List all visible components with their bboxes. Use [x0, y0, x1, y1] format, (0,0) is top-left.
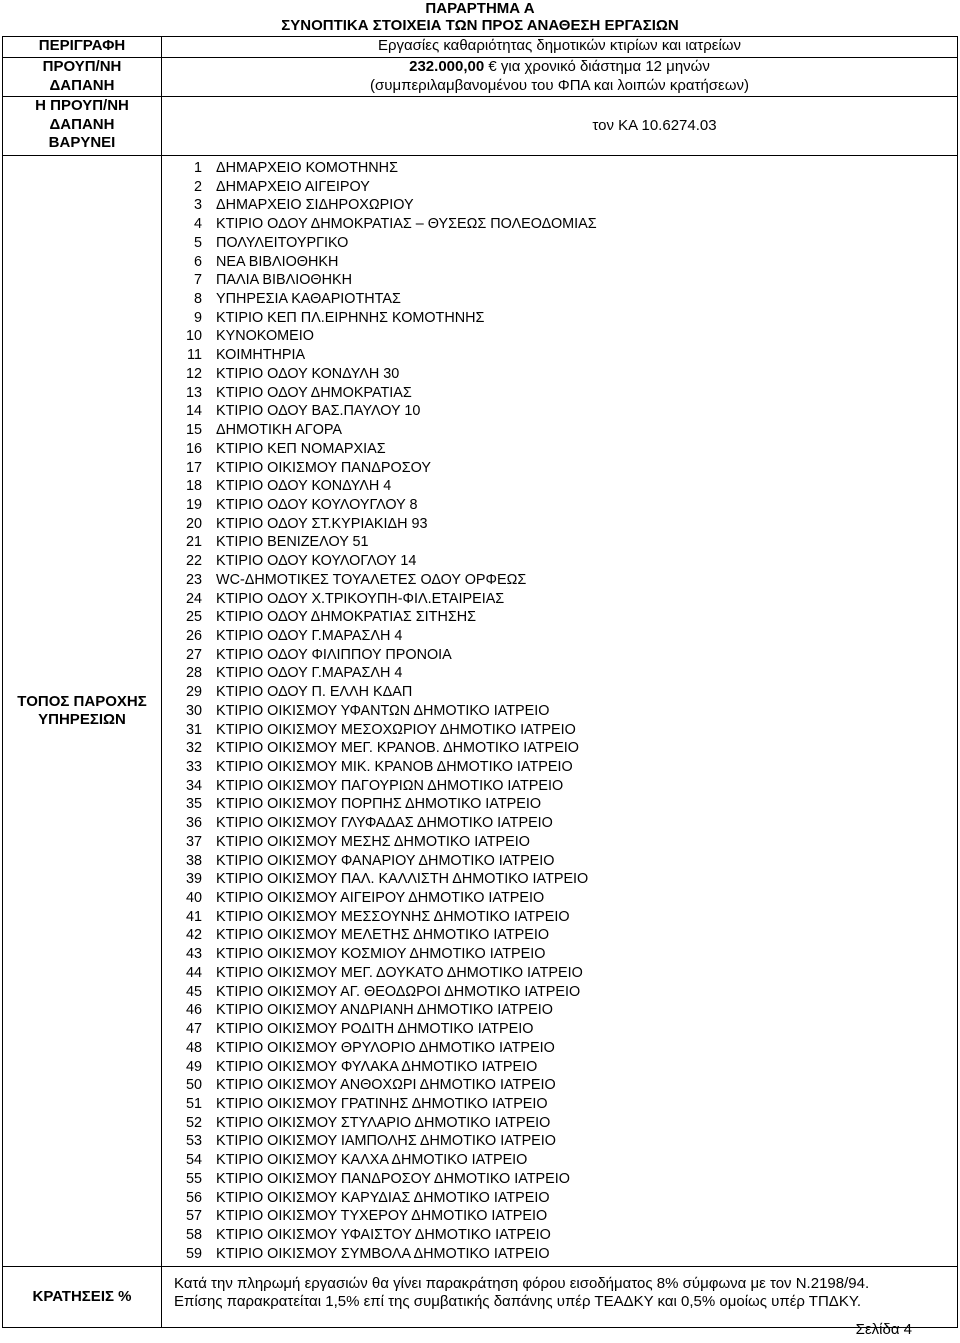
place-value [162, 156, 958, 1267]
list-item [162, 702, 957, 721]
list-item-text: ΚΤΙΡΙΟ ΟΙΚΙΣΜΟΥ ΜΕΛΕΤΗΣ ΔΗΜΟΤΙΚΟ ΙΑΤΡΕΙΟ [216, 927, 550, 944]
list-item-number: 14 [185, 403, 202, 420]
list-item-number: 29 [185, 684, 202, 701]
place-label-line1: ΤΟΠΟΣ ΠΑΡΟΧΗΣ [17, 692, 147, 710]
list-item [162, 1207, 957, 1226]
list-item [162, 290, 957, 309]
document-subtitle: ΣΥΝΟΠΤΙΚΑ ΣΤΟΙΧΕΙΑ ΤΩΝ ΠΡΟΣ ΑΝΑΘΕΣΗ ΕΡΓΑΣΙΩΝ [281, 17, 679, 34]
budget-label [3, 58, 162, 97]
list-item [162, 683, 957, 702]
list-item-text: ΚΤΙΡΙΟ ΟΙΚΙΣΜΟΥ ΓΡΑΤΙΝΗΣ ΔΗΜΟΤΙΚΟ ΙΑΤΡΕΙΟ [216, 1095, 548, 1112]
list-item-text: ΚΤΙΡΙΟ ΟΔΟΥ ΚΟΝΔΥΛΗ 4 [216, 478, 392, 495]
list-item [162, 327, 957, 346]
list-item-number: 46 [185, 1002, 202, 1019]
list-item-number: 55 [185, 1170, 202, 1187]
list-item-number: 59 [185, 1245, 202, 1262]
list-item-number: 9 [193, 309, 202, 326]
budget-label-line2: ΔΑΠΑΝΗ [49, 76, 115, 94]
list-item-text: ΚΤΙΡΙΟ ΟΙΚΙΣΜΟΥ ΠΑΓΟΥΡΙΩΝ ΔΗΜΟΤΙΚΟ ΙΑΤΡΕΙΟ [216, 777, 564, 794]
summary-table [2, 36, 958, 1328]
list-item-number: 4 [193, 216, 202, 233]
list-item-text: ΚΤΙΡΙΟ ΟΔΟΥ ΦΙΛΙΠΠΟΥ ΠΡΟΝΟΙΑ [216, 646, 452, 663]
list-item-number: 30 [185, 702, 202, 719]
list-item [162, 1151, 957, 1170]
list-item [162, 945, 957, 964]
list-item-text: ΔΗΜΟΤΙΚΗ ΑΓΟΡΑ [216, 422, 343, 439]
list-item-text: ΚΤΙΡΙΟ ΟΙΚΙΣΜΟΥ ΠΑΝΔΡΟΣΟΥ [216, 459, 431, 476]
budget-duration: € για χρονικό διάστημα 12 μηνών [484, 58, 710, 75]
list-item-number: 8 [193, 291, 202, 308]
list-item-number: 41 [185, 908, 202, 925]
list-item-number: 16 [185, 440, 202, 457]
list-item [162, 421, 957, 440]
list-item [162, 1095, 957, 1114]
list-item-text: ΚΤΙΡΙΟ ΟΙΚΙΣΜΟΥ ΘΡΥΛΟΡΙΟ ΔΗΜΟΤΙΚΟ ΙΑΤΡΕΙΟ [216, 1039, 555, 1056]
list-item [162, 515, 957, 534]
place-row [3, 156, 958, 1267]
list-item [162, 608, 957, 627]
document-title: ΠΑΡΑΡΤΗΜΑ Α [425, 0, 535, 17]
list-item-number: 37 [185, 833, 202, 850]
list-item-number: 20 [185, 515, 202, 532]
list-item-text: ΚΤΙΡΙΟ ΟΙΚΙΣΜΟΥ ΦΥΛΑΚΑ ΔΗΜΟΤΙΚΟ ΙΑΤΡΕΙΟ [216, 1058, 538, 1075]
list-item [162, 795, 957, 814]
list-item [162, 309, 957, 328]
list-item [162, 496, 957, 515]
list-item-text: ΚΤΙΡΙΟ ΟΙΚΙΣΜΟΥ ΣΤΥΛΑΡΙΟ ΔΗΜΟΤΙΚΟ ΙΑΤΡΕΙΟ [216, 1114, 551, 1131]
place-label [3, 156, 162, 1267]
list-item-number: 50 [185, 1077, 202, 1094]
list-item-text: ΚΤΙΡΙΟ ΟΙΚΙΣΜΟΥ ΑΓ. ΘΕΟΔΩΡΟΙ ΔΗΜΟΤΙΚΟ ΙΑΤΡΕΙΟ [216, 983, 581, 1000]
list-item-number: 11 [187, 347, 202, 364]
list-item [162, 1039, 957, 1058]
list-item-text: WC-ΔΗΜΟΤΙΚΕΣ ΤΟΥΑΛΕΤΕΣ ΟΔΟΥ ΟΡΦΕΩΣ [216, 571, 527, 588]
list-item [162, 590, 957, 609]
list-item-text: ΚΤΙΡΙΟ ΟΙΚΙΣΜΟΥ ΚΑΛΧΑ ΔΗΜΟΤΙΚΟ ΙΑΤΡΕΙΟ [216, 1152, 528, 1169]
list-item-number: 34 [185, 777, 202, 794]
list-item [162, 627, 957, 646]
burden-label-line1: Η ΠΡΟΥΠ/ΝΗ [35, 97, 129, 114]
list-item [162, 215, 957, 234]
list-item-text: ΚΤΙΡΙΟ ΟΙΚΙΣΜΟΥ ΠΑΛ. ΚΑΛΛΙΣΤΗ ΔΗΜΟΤΙΚΟ ΙΑΤΡΕΙΟ [216, 871, 589, 888]
list-item [162, 384, 957, 403]
list-item-number: 43 [185, 946, 202, 963]
places-list [162, 156, 957, 1263]
list-item [162, 777, 957, 796]
list-item-number: 7 [193, 272, 202, 289]
list-item-text: ΚΤΙΡΙΟ ΟΙΚΙΣΜΟΥ ΜΕΣΗΣ ΔΗΜΟΤΙΚΟ ΙΑΤΡΕΙΟ [216, 833, 530, 850]
list-item-number: 19 [185, 496, 202, 513]
list-item [162, 440, 957, 459]
retentions-label: ΚΡΑΤΗΣΕΙΣ % [3, 1267, 162, 1328]
list-item-text: ΠΑΛΙΑ ΒΙΒΛΙΟΘΗΚΗ [216, 272, 352, 289]
list-item-number: 2 [193, 178, 202, 195]
list-item-text: ΚΤΙΡΙΟ ΟΔΟΥ ΔΗΜΟΚΡΑΤΙΑΣ – ΘΥΣΕΩΣ ΠΟΛΕΟΔΟΜΙΑΣ [216, 216, 597, 233]
list-item [162, 196, 957, 215]
list-item [162, 365, 957, 384]
list-item [162, 1132, 957, 1151]
list-item-text: ΚΤΙΡΙΟ ΟΙΚΙΣΜΟΥ ΜΕΓ. ΔΟΥΚΑΤΟ ΔΗΜΟΤΙΚΟ ΙΑΤΡΕΙΟ [216, 964, 583, 981]
list-item-number: 10 [185, 328, 202, 345]
description-value: Εργασίες καθαριότητας δημοτικών κτιρίων και ιατρείων [162, 37, 958, 58]
list-item [162, 1020, 957, 1039]
list-item [162, 721, 957, 740]
retentions-value [162, 1267, 958, 1328]
list-item [162, 1245, 957, 1264]
list-item-number: 47 [185, 1021, 202, 1038]
list-item-number: 39 [185, 871, 202, 888]
list-item-text: ΚΤΙΡΙΟ ΟΙΚΙΣΜΟΥ ΑΝΘΟΧΩΡΙ ΔΗΜΟΤΙΚΟ ΙΑΤΡΕΙΟ [216, 1077, 556, 1094]
list-item [162, 889, 957, 908]
budget-row [3, 58, 958, 97]
budget-value [162, 58, 958, 97]
list-item-number: 35 [185, 796, 202, 813]
list-item-number: 52 [185, 1114, 202, 1131]
list-item-text: ΚΤΙΡΙΟ ΟΙΚΙΣΜΟΥ ΜΕΣΟΧΩΡΙΟΥ ΔΗΜΟΤΙΚΟ ΙΑΤΡΕΙΟ [216, 721, 576, 738]
list-item-number: 27 [185, 646, 202, 663]
list-item-text: ΚΤΙΡΙΟ ΟΔΟΥ ΣΤ.ΚΥΡΙΑΚΙΔΗ 93 [216, 515, 428, 532]
list-item-text: ΚΤΙΡΙΟ ΟΔΟΥ ΚΟΥΛΟΥΓΛΟΥ 8 [216, 496, 418, 513]
list-item [162, 271, 957, 290]
list-item-text: ΚΤΙΡΙΟ ΟΙΚΙΣΜΟΥ ΤΥΧΕΡΟΥ ΔΗΜΟΤΙΚΟ ΙΑΤΡΕΙΟ [216, 1208, 548, 1225]
list-item [162, 253, 957, 272]
list-item-number: 25 [185, 609, 202, 626]
list-item [162, 852, 957, 871]
list-item-text: ΚΤΙΡΙΟ ΟΙΚΙΣΜΟΥ ΥΦΑΙΣΤΟΥ ΔΗΜΟΤΙΚΟ ΙΑΤΡΕΙΟ [216, 1226, 551, 1243]
list-item [162, 477, 957, 496]
list-item-number: 18 [185, 478, 202, 495]
list-item [162, 926, 957, 945]
list-item [162, 1076, 957, 1095]
list-item-text: ΚΟΙΜΗΤΗΡΙΑ [216, 347, 306, 364]
list-item [162, 983, 957, 1002]
list-item-number: 36 [185, 815, 202, 832]
list-item-text: ΚΤΙΡΙΟ ΟΙΚΙΣΜΟΥ ΡΟΔΙΤΗ ΔΗΜΟΤΙΚΟ ΙΑΤΡΕΙΟ [216, 1021, 534, 1038]
budget-amount: 232.000,00 [409, 58, 485, 75]
list-item-text: ΚΤΙΡΙΟ ΚΕΠ ΝΟΜΑΡΧΙΑΣ [216, 440, 386, 457]
list-item [162, 1189, 957, 1208]
list-item-number: 3 [193, 197, 202, 214]
list-item-number: 54 [185, 1152, 202, 1169]
list-item-text: ΠΟΛΥΛΕΙΤΟΥΡΓΙΚΟ [216, 234, 349, 251]
retentions-row [3, 1267, 958, 1328]
retentions-line2: Επίσης παρακρατείται 1,5% επί της συμβατικής δαπάνης υπέρ ΤΕΑΔΚΥ και 0,5% ομοίως υπέρ ΤΠΔΚΥ. [174, 1293, 862, 1310]
list-item [162, 159, 957, 178]
list-item-text: ΚΤΙΡΙΟ ΟΙΚΙΣΜΟΥ ΜΕΣΣΟΥΝΗΣ ΔΗΜΟΤΙΚΟ ΙΑΤΡΕΙΟ [216, 908, 570, 925]
list-item [162, 1114, 957, 1133]
list-item [162, 178, 957, 197]
list-item-text: ΚΤΙΡΙΟ ΟΙΚΙΣΜΟΥ ΑΙΓΕΙΡΟΥ ΔΗΜΟΤΙΚΟ ΙΑΤΡΕΙΟ [216, 890, 545, 907]
description-label: ΠΕΡΙΓΡΑΦΗ [3, 37, 162, 58]
list-item-number: 17 [185, 459, 202, 476]
list-item-number: 49 [185, 1058, 202, 1075]
list-item-text: ΝΕΑ ΒΙΒΛΙΟΘΗΚΗ [216, 253, 339, 270]
list-item-text: ΚΤΙΡΙΟ ΟΙΚΙΣΜΟΥ ΣΥΜΒΟΛΑ ΔΗΜΟΤΙΚΟ ΙΑΤΡΕΙΟ [216, 1245, 550, 1262]
list-item [162, 739, 957, 758]
list-item-text: ΔΗΜΑΡΧΕΙΟ ΑΙΓΕΙΡΟΥ [216, 178, 370, 195]
list-item-number: 24 [185, 590, 202, 607]
list-item [162, 402, 957, 421]
list-item-number: 57 [185, 1208, 202, 1225]
burden-label-line2: ΔΑΠΑΝΗ [49, 115, 115, 133]
list-item-number: 31 [185, 721, 202, 738]
list-item-text: ΚΤΙΡΙΟ ΟΙΚΙΣΜΟΥ ΙΑΜΠΟΛΗΣ ΔΗΜΟΤΙΚΟ ΙΑΤΡΕΙΟ [216, 1133, 556, 1150]
list-item-number: 5 [193, 234, 202, 251]
list-item [162, 964, 957, 983]
list-item-text: ΥΠΗΡΕΣΙΑ ΚΑΘΑΡΙΟΤΗΤΑΣ [216, 291, 401, 308]
description-row [3, 37, 958, 58]
list-item-text: ΚΤΙΡΙΟ ΟΔΟΥ Γ.ΜΑΡΑΣΛΗ 4 [216, 627, 403, 644]
list-item-text: ΚΤΙΡΙΟ ΟΔΟΥ ΔΗΜΟΚΡΑΤΙΑΣ [216, 384, 412, 401]
budget-label-line1: ΠΡΟΥΠ/ΝΗ [42, 58, 122, 75]
list-item-number: 56 [185, 1189, 202, 1206]
list-item-number: 32 [185, 740, 202, 757]
list-item [162, 571, 957, 590]
list-item-text: ΚΤΙΡΙΟ ΟΔΟΥ Π. ΕΛΛΗ ΚΔΑΠ [216, 684, 413, 701]
list-item-number: 23 [185, 571, 202, 588]
retentions-line1: Κατά την πληρωμή εργασιών θα γίνει παρακράτηση φόρου εισοδήματος 8% σύμφωνα με τον Ν.2198/94. [174, 1275, 870, 1292]
list-item [162, 1001, 957, 1020]
list-item-text: ΚΤΙΡΙΟ ΟΔΟΥ Χ.ΤΡΙΚΟΥΠΗ-ΦΙΛ.ΕΤΑΙΡΕΙΑΣ [216, 590, 505, 607]
list-item [162, 459, 957, 478]
list-item-number: 13 [185, 384, 202, 401]
list-item-number: 21 [185, 534, 202, 551]
list-item-text: ΚΤΙΡΙΟ ΟΙΚΙΣΜΟΥ ΜΙΚ. ΚΡΑΝΟΒ ΔΗΜΟΤΙΚΟ ΙΑΤΡΕΙΟ [216, 759, 573, 775]
place-label-line2: ΥΠΗΡΕΣΙΩΝ [38, 711, 126, 728]
list-item-text: ΔΗΜΑΡΧΕΙΟ ΣΙΔΗΡΟΧΩΡΙΟΥ [216, 197, 414, 214]
list-item-number: 42 [185, 927, 202, 944]
list-item-number: 26 [185, 627, 202, 644]
list-item-number: 6 [193, 253, 202, 270]
burden-label-line3: ΒΑΡΥΝΕΙ [48, 134, 116, 151]
list-item-text: ΚΤΙΡΙΟ ΒΕΝΙΖΕΛΟΥ 51 [216, 534, 369, 551]
list-item-text: ΚΤΙΡΙΟ ΟΙΚΙΣΜΟΥ ΥΦΑΝΤΩΝ ΔΗΜΟΤΙΚΟ ΙΑΤΡΕΙΟ [216, 702, 550, 719]
list-item [162, 234, 957, 253]
list-item-text: ΚΤΙΡΙΟ ΟΙΚΙΣΜΟΥ ΦΑΝΑΡΙΟΥ ΔΗΜΟΤΙΚΟ ΙΑΤΡΕΙΟ [216, 852, 555, 869]
list-item [162, 1226, 957, 1245]
list-item-text: ΚΤΙΡΙΟ ΟΙΚΙΣΜΟΥ ΚΟΣΜΙΟΥ ΔΗΜΟΤΙΚΟ ΙΑΤΡΕΙΟ [216, 946, 546, 963]
list-item [162, 833, 957, 852]
list-item-text: ΚΤΙΡΙΟ ΟΔΟΥ ΚΟΝΔΥΛΗ 30 [216, 365, 400, 382]
list-item-text: ΚΤΙΡΙΟ ΚΕΠ ΠΛ.ΕΙΡΗΝΗΣ ΚΟΜΟΤΗΝΗΣ [216, 309, 485, 326]
list-item-text: ΚΤΙΡΙΟ ΟΙΚΙΣΜΟΥ ΜΕΓ. ΚΡΑΝΟΒ. ΔΗΜΟΤΙΚΟ ΙΑΤΡΕΙΟ [216, 740, 579, 757]
budget-value-line2: (συμπεριλαμβανομένου του ΦΠΑ και λοιπών κρατήσεων) [370, 76, 749, 94]
list-item-text: ΚΤΙΡΙΟ ΟΙΚΙΣΜΟΥ ΑΝΔΡΙΑΝΗ ΔΗΜΟΤΙΚΟ ΙΑΤΡΕΙΟ [216, 1002, 553, 1019]
budget-code: τον ΚΑ 10.6274.03 [592, 117, 717, 134]
list-item [162, 646, 957, 665]
list-item-number: 38 [185, 852, 202, 869]
list-item-number: 40 [185, 890, 202, 907]
list-item-text: ΚΤΙΡΙΟ ΟΔΟΥ ΔΗΜΟΚΡΑΤΙΑΣ ΣΙΤΗΣΗΣ [216, 609, 477, 626]
burden-value [162, 97, 958, 156]
list-item-text: ΔΗΜΑΡΧΕΙΟ ΚΟΜΟΤΗΝΗΣ [216, 160, 398, 176]
list-item-number: 48 [185, 1039, 202, 1056]
list-item-text: ΚΤΙΡΙΟ ΟΙΚΙΣΜΟΥ ΠΟΡΠΗΣ ΔΗΜΟΤΙΚΟ ΙΑΤΡΕΙΟ [216, 796, 542, 813]
list-item-number: 33 [185, 759, 202, 775]
list-item-number: 44 [185, 964, 202, 981]
list-item [162, 346, 957, 365]
page-number: Σελίδα 4 [855, 1321, 912, 1338]
list-item-number: 51 [185, 1095, 202, 1112]
budget-value-line1 [162, 58, 957, 77]
list-item-number: 1 [193, 160, 202, 176]
list-item-number: 15 [185, 422, 202, 439]
list-item [162, 1058, 957, 1077]
list-item [162, 1170, 957, 1189]
list-item [162, 552, 957, 571]
list-item [162, 533, 957, 552]
list-item-text: ΚΤΙΡΙΟ ΟΙΚΙΣΜΟΥ ΓΛΥΦΑΔΑΣ ΔΗΜΟΤΙΚΟ ΙΑΤΡΕΙΟ [216, 815, 553, 832]
list-item [162, 870, 957, 889]
list-item-number: 12 [185, 365, 202, 382]
list-item [162, 908, 957, 927]
list-item-number: 22 [185, 553, 202, 570]
burden-row [3, 97, 958, 156]
list-item [162, 814, 957, 833]
list-item [162, 664, 957, 683]
list-item-text: ΚΤΙΡΙΟ ΟΙΚΙΣΜΟΥ ΚΑΡΥΔΙΑΣ ΔΗΜΟΤΙΚΟ ΙΑΤΡΕΙΟ [216, 1189, 550, 1206]
burden-label [3, 97, 162, 156]
list-item-number: 45 [185, 983, 202, 1000]
list-item-number: 28 [185, 665, 202, 682]
list-item-text: ΚΤΙΡΙΟ ΟΔΟΥ Γ.ΜΑΡΑΣΛΗ 4 [216, 665, 403, 682]
list-item-text: ΚΤΙΡΙΟ ΟΔΟΥ ΚΟΥΛΟΓΛΟΥ 14 [216, 553, 417, 570]
list-item-text: ΚΤΙΡΙΟ ΟΔΟΥ ΒΑΣ.ΠΑΥΛΟΥ 10 [216, 403, 421, 420]
list-item-number: 58 [185, 1226, 202, 1243]
list-item-number: 53 [185, 1133, 202, 1150]
list-item [162, 758, 957, 777]
list-item-text: ΚΥΝΟΚΟΜΕΙΟ [216, 328, 314, 345]
list-item-text: ΚΤΙΡΙΟ ΟΙΚΙΣΜΟΥ ΠΑΝΔΡΟΣΟΥ ΔΗΜΟΤΙΚΟ ΙΑΤΡΕΙΟ [216, 1170, 570, 1187]
